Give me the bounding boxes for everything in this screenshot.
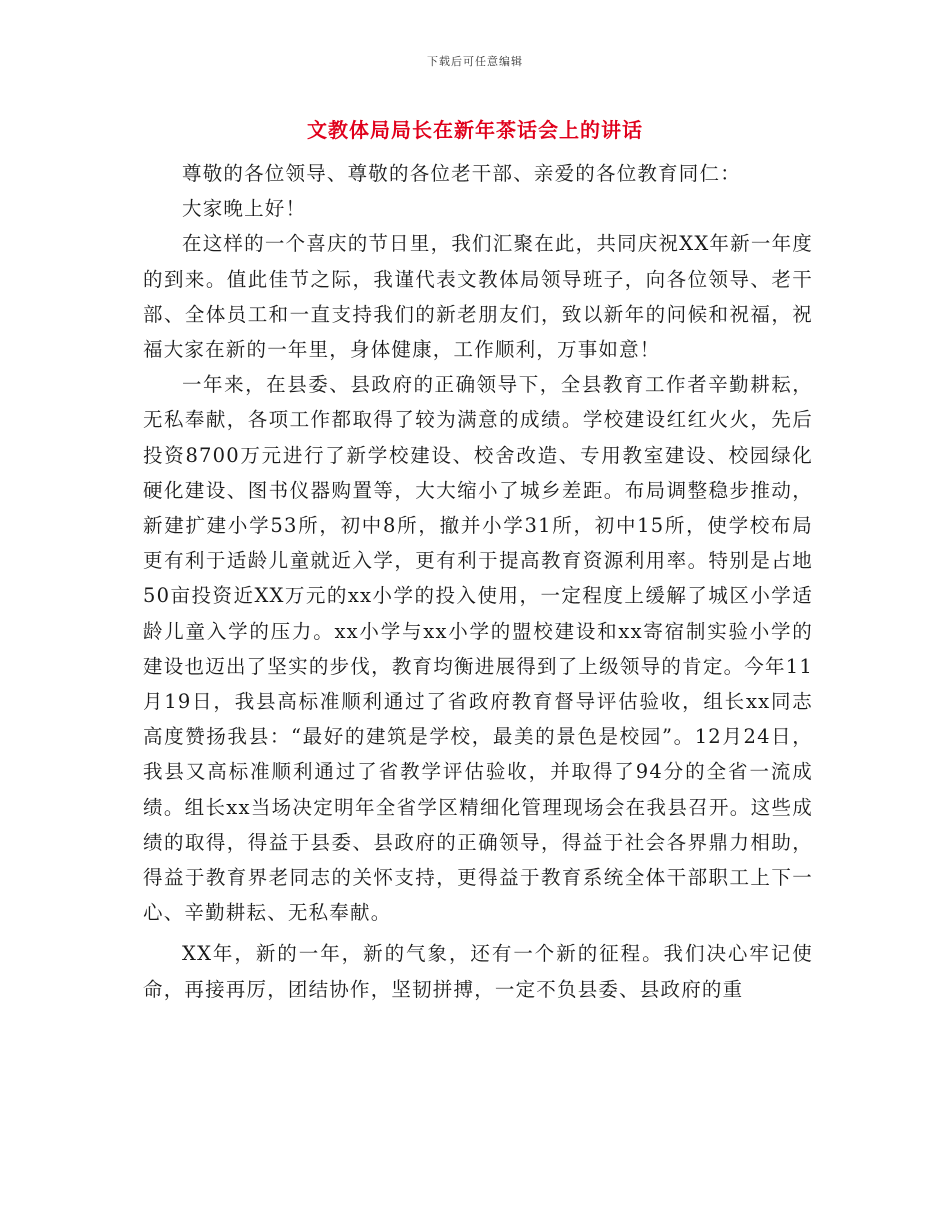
paragraph-blessing: 在这样的一个喜庆的节日里，我们汇聚在此，共同庆祝XX年新一年度的到来。值此佳节之际，我谨代表文教体局领导班子，向各位领导、老干部、全体员工和一直支持我们的新老朋友们，致以新年的问候和祝福，祝福大家在新的一年里，身体健康，工作顺利，万事如意！ — [143, 232, 813, 362]
document-body — [143, 156, 813, 1007]
paragraph-salutation: 尊敬的各位领导、尊敬的各位老干部、亲爱的各位教育同仁： — [182, 162, 741, 185]
document-title: 文教体局局长在新年茶话会上的讲话 — [307, 118, 643, 142]
paragraph-new-year: XX年，新的一年，新的气象，还有一个新的征程。我们决心牢记使命，再接再厉，团结协作，坚韧拼搏，一定不负县委、县政府的重 — [143, 942, 813, 1001]
paragraph-achievements: 一年来，在县委、县政府的正确领导下，全县教育工作者辛勤耕耘，无私奉献，各项工作都取得了较为满意的成绩。学校建设红红火火，先后投资8700万元进行了新学校建设、校舍改造、专用教室建设、校园绿化硬化建设、图书仪器购置等，大大缩小了城乡差距。布局调整稳步推动，新建扩建小学53所，初中8所，撤并小学31所，初中15所，使学校布局更有利于适龄儿童就近入学，更有利于提高教育资源利用率。特别是占地50亩投资近XX万元的xx小学的投入使用，一定程度上缓解了城区小学适龄儿童入学的压力。xx小学与xx小学的盟校建设和xx寄宿制实验小学的建设也迈出了坚实的步伐，教育均衡进展得到了上级领导的肯定。今年11月19日，我县高标准顺利通过了省政府教育督导评估验收，组长xx同志高度赞扬我县：“最好的建筑是学校，最美的景色是校园”。12月24日，我县又高标准顺利通过了省教学评估验收，并取得了94分的全省一流成绩。组长xx当场决定明年全省学区精细化管理现场会在我县召开。这些成绩的取得，得益于县委、县政府的正确领导，得益于社会各界鼎力相助，得益于教育界老同志的关怀支持，更得益于教育系统全体干部职工上下一心、辛勤耕耘、无私奉献。 — [143, 373, 813, 925]
paragraph-greeting: 大家晚上好！ — [182, 197, 307, 221]
header-note: 下载后可任意编辑 — [427, 55, 523, 68]
